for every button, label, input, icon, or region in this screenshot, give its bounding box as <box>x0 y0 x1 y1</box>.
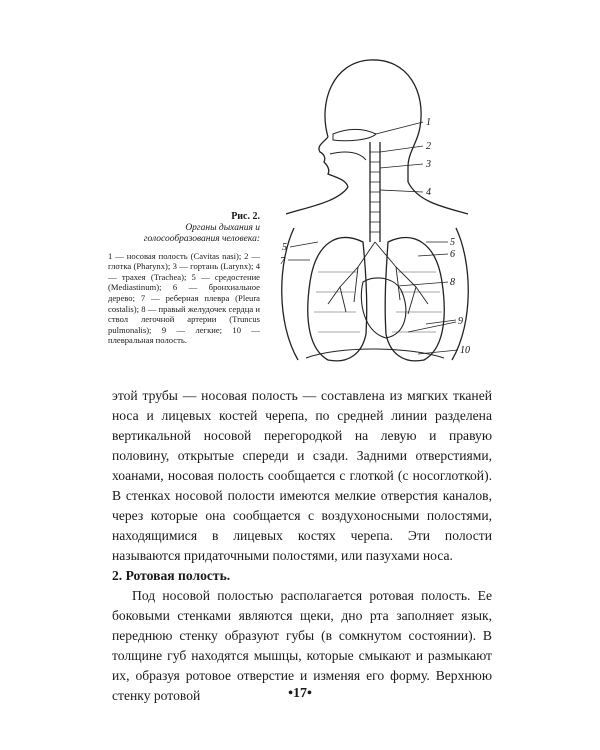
nasal-cavity <box>333 130 376 141</box>
label-5-left: 5 <box>282 242 287 253</box>
label-2: 2 <box>426 141 431 152</box>
body-text <box>112 386 492 706</box>
label-5-right: 5 <box>450 237 455 248</box>
paragraph-oral-cavity: Под носовой полостью располагается ротовая полость. Ее боковыми стенками являются щеки, дно рта заполняет язык, переднюю стенку образуют губы (в сомкнутом состоянии). В толщине губ находятся мышцы, которые смыкают и размыкают их, образуя ротовое отверстие и изменяя его форму. Верхнюю стенку ротовой <box>112 588 492 703</box>
figure-legend: 1 — носовая полость (Cavitas nasi); 2 — глотка (Pharynx); 3 — гортань (Larynx); 4 — трахея (Trachea); 5 — средостение (Mediastinum); 6 — бронхиальное дерево; 7 — реберная плевра (Pleura costalis); 8 — правый желудочек сердца и ствол легочной артерии (Truncus pulmonalis); 9 — легкие; 10 — плевральная полость. <box>108 250 260 346</box>
label-3: 3 <box>426 159 431 170</box>
label-8: 8 <box>450 277 455 288</box>
label-1: 1 <box>426 117 431 128</box>
face-profile <box>319 137 348 187</box>
label-10: 10 <box>460 345 470 356</box>
figure-caption <box>108 212 260 346</box>
page-number: •17• <box>288 686 312 701</box>
head-outline <box>325 60 421 182</box>
figure-title: Рис. 2. <box>231 211 260 222</box>
shoulders <box>286 182 468 214</box>
respiratory-organs-figure <box>258 42 488 382</box>
right-lung <box>308 238 367 361</box>
heart <box>361 278 406 338</box>
section-heading: 2. Ротовая полость. <box>112 568 231 583</box>
figure-subtitle: Органы дыхания и голосообразования человека: <box>143 222 260 244</box>
label-7: 7 <box>280 256 285 267</box>
label-9: 9 <box>458 316 463 327</box>
label-4: 4 <box>426 187 431 198</box>
paragraph-nasal-cavity: этой трубы — носовая полость — составлена из мягких тканей носа и лицевых костей черепа, по средней линии разделена вертикальной носовой перегородкой на левую и правую половину, открытые спереди и сзади. Задними отверстиями, хоанами, носовая полость сообщается с глоткой (с носоглоткой). В стенках носовой полости имеются мелкие отверстия каналов, через которые она сообщается с воздухоносными полостями, находящимися в лицевых костях черепа. Эти полости называются придаточными полостями, или пазухами носа. <box>112 388 492 563</box>
left-lung <box>385 238 444 361</box>
label-6: 6 <box>450 249 455 260</box>
